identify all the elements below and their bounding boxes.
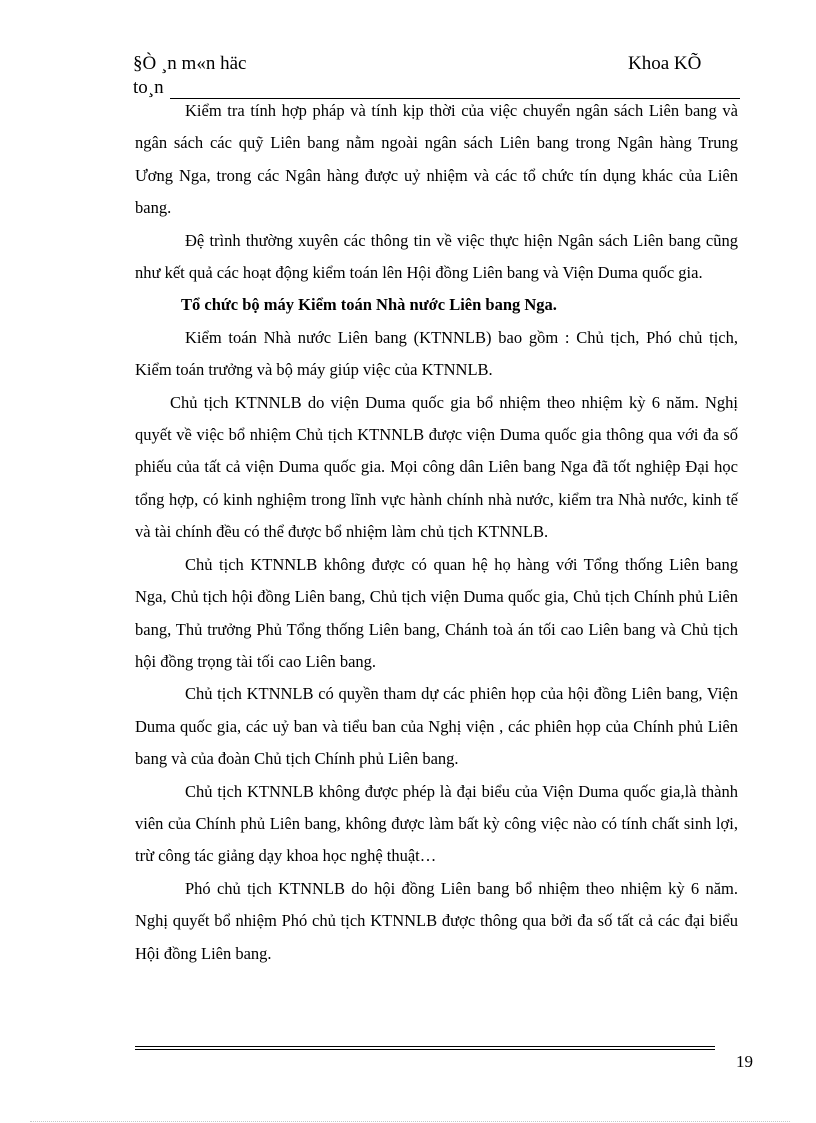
page-edge-divider [30, 1121, 790, 1122]
document-body [135, 95, 738, 970]
header-left-line-2: to¸n [133, 77, 164, 98]
footer-rule [135, 1046, 715, 1050]
paragraph-1: Kiểm tra tính hợp pháp và tính kịp thời của việc chuyển ngân sách Liên bang và ngân sách các quỹ Liên bang nằm ngoài ngân sách Liên bang trong Ngân hàng Trung Ương Nga, trong các Ngân hàng được uỷ nhiệm và các tổ chức tín dụng khác của Liên bang. [135, 101, 738, 218]
paragraph-5: Chủ tịch KTNNLB không được có quan hệ họ hàng với Tổng thống Liên bang Nga, Chủ tịch hội đồng Liên bang, Chủ tịch viện Duma quốc gia, Chủ tịch Chính phủ Liên bang, Thủ trưởng Phủ Tổng thống Liên bang, Chánh toà án tối cao Liên bang và Chủ tịch hội đồng trọng tài tối cao Liên bang. [135, 554, 738, 671]
paragraph-6: Chủ tịch KTNNLB có quyền tham dự các phiên họp của hội đồng Liên bang, Viện Duma quốc gia, các uỷ ban và tiểu ban của Nghị viện , các phiên họp của Chính phủ Liên bang và của đoàn Chủ tịch Chính phủ Liên bang. [135, 684, 738, 769]
section-heading: Tổ chức bộ máy Kiểm toán Nhà nước Liên bang Nga. [181, 295, 557, 315]
header-course-title [133, 52, 333, 100]
paragraph-4: Chủ tịch KTNNLB do viện Duma quốc gia bổ nhiệm theo nhiệm kỳ 6 năm. Nghị quyết về việc bổ nhiệm Chủ tịch KTNNLB được viện Duma quốc gia thông qua với đa số phiếu của tất cả viện Duma quốc gia. Mọi công dân Liên bang Nga đã tốt nghiệp Đại học tổng hợp, có kinh nghiệm trong lĩnh vực hành chính nhà nước, kiểm tra Nhà nước, kinh tế và tài chính đều có thể được bổ nhiệm làm chủ tịch KTNNLB. [135, 392, 738, 542]
header-faculty: Khoa KÕ [628, 53, 702, 74]
paragraph-8: Phó chủ tịch KTNNLB do hội đồng Liên bang bổ nhiệm theo nhiệm kỳ 6 năm. Nghị quyết bổ nhiệm Phó chủ tịch KTNNLB được thông qua bởi đa số tất cả các đại biểu Hội đồng Liên bang. [135, 878, 738, 963]
paragraph-7: Chủ tịch KTNNLB không được phép là đại biểu của Viện Duma quốc gia,là thành viên của Chính phủ Liên bang, không được làm bất kỳ công việc nào có tính chất sinh lợi, trừ công tác giảng dạy khoa học nghệ thuật… [135, 781, 738, 866]
header-left-line-1: §Ò ¸n m«n häc [133, 53, 247, 74]
paragraph-3: Kiểm toán Nhà nước Liên bang (KTNNLB) bao gồm : Chủ tịch, Phó chủ tịch, Kiểm toán trưởng và bộ máy giúp việc của KTNNLB. [135, 327, 738, 380]
page-number: 19 [736, 1052, 753, 1071]
paragraph-2: Đệ trình thường xuyên các thông tin về việc thực hiện Ngân sách Liên bang cũng như kết quả các hoạt động kiểm toán lên Hội đồng Liên bang và Viện Duma quốc gia. [135, 230, 738, 283]
